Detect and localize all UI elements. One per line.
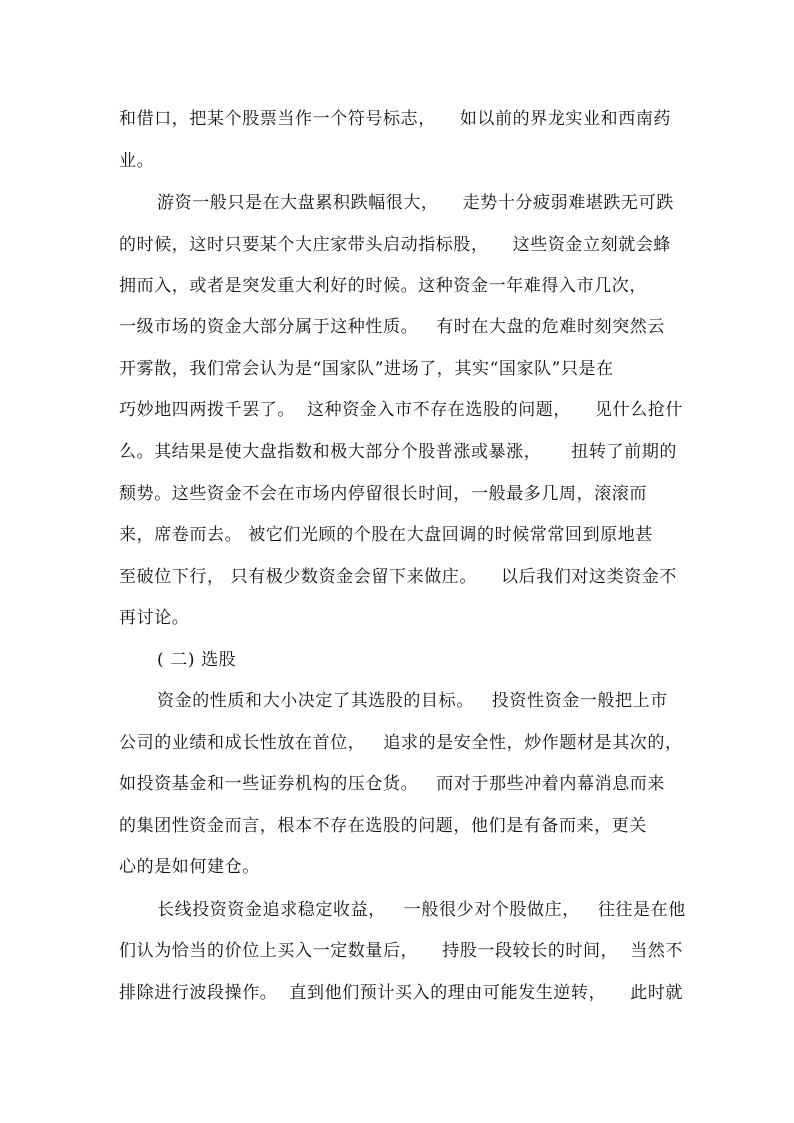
text-line: 开雾散，我们常会认为是“国家队”进场了，其实“国家队”只是在 [119,359,614,379]
text-line: 来，席卷而去。 被它们光顾的个股在大盘回调的时候常常回到原地甚 [119,525,654,545]
text-line: 么。其结果是使大盘指数和极大部分个股普涨或暴涨， 扭转了前期的 [119,442,678,462]
text-line: 长线投资资金追求稳定收益， 一般很少对个股做庄， 往往是在他 [157,900,686,920]
text-line: 的时候，这时只要某个大庄家带头启动指标股， 这些资金立刻就会蜂 [119,235,672,255]
text-line: 资金的性质和大小决定了其选股的目标。 投资性资金一般把上市 [157,691,668,711]
text-line: 心的是如何建仓。 [119,857,260,877]
text-line: 游资一般只是在大盘累积跌幅很大， 走势十分疲弱难堪跌无可跌 [157,193,674,213]
text-line: 至破位下行， 只有极少数资金会留下来做庄。 以后我们对这类资金不 [119,567,678,587]
text-line: 拥而入，或者是突发重大利好的时候。这种资金一年难得入市几次， [119,276,647,296]
text-line: 再讨论。 [119,608,190,628]
text-line: 如投资基金和一些证券机构的压仓货。 而对于那些冲着内幕消息而来 [119,774,666,794]
text-line: 一级市场的资金大部分属于这种性质。 有时在大盘的危难时刻突然云 [119,317,666,337]
text-line: 公司的业绩和成长性放在首位， 追求的是安全性，炒作题材是其次的， [119,733,683,753]
text-line: 的集团性资金而言，根本不存在选股的问题，他们是有备而来，更关 [119,816,647,836]
text-line: 和借口，把某个股票当作一个符号标志， 如以前的界龙实业和西南药 [119,109,672,129]
text-line: 排除进行波段操作。 直到他们预计买入的理由可能发生逆转， 此时就 [119,983,684,1003]
text-line: 颓势。这些资金不会在市场内停留很长时间，一般最多几周，滚滚而 [119,484,647,504]
text-line: 业。 [119,151,155,171]
text-line: 巧妙地四两拨千罢了。 这种资金入市不存在选股的问题， 见什么抢什 [119,400,684,420]
text-line: 们认为恰当的价位上买入一定数量后， 持股一段较长的时间， 当然不 [119,941,684,961]
section-heading: ( 二) 选股 [157,650,237,670]
